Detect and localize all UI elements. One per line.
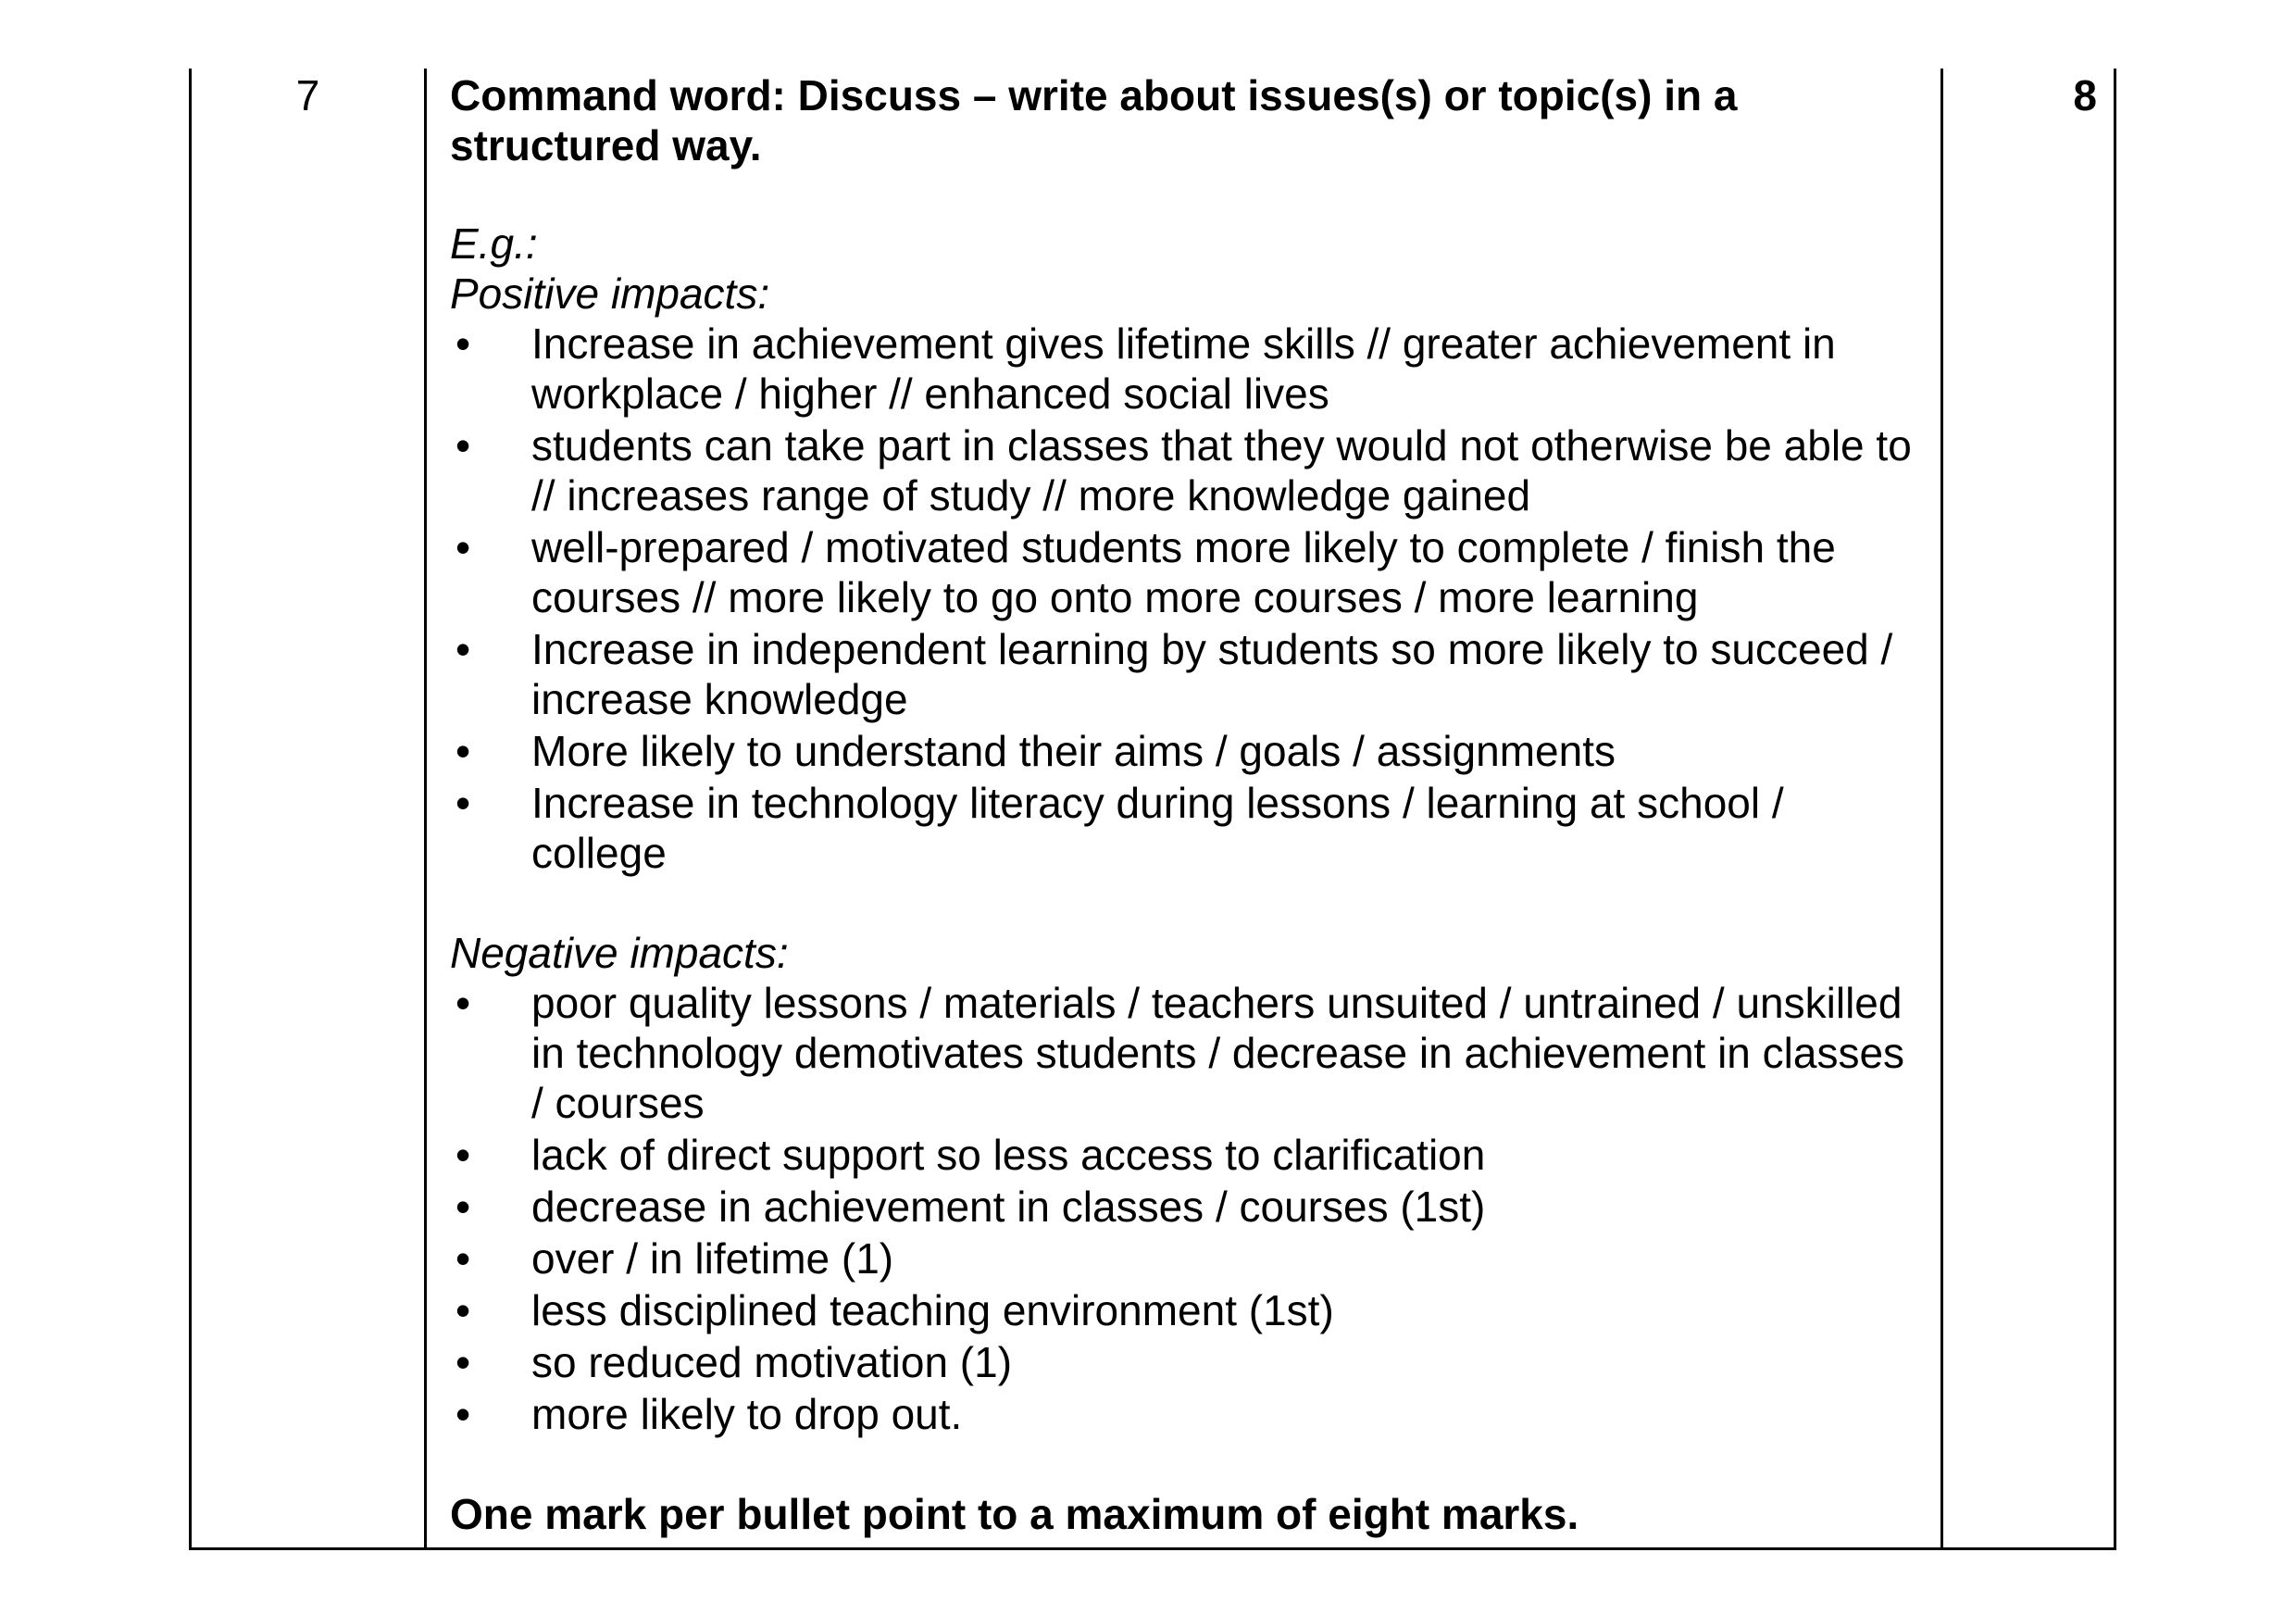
list-item bbox=[450, 778, 1922, 878]
bullet-icon: • bbox=[455, 1338, 471, 1386]
bullet-icon: • bbox=[455, 1390, 471, 1438]
bullet-icon: • bbox=[455, 1131, 471, 1179]
column-divider bbox=[1940, 69, 1943, 1547]
list-item bbox=[450, 522, 1922, 622]
column-divider bbox=[424, 69, 427, 1547]
list-item bbox=[450, 420, 1922, 520]
bullet-icon: • bbox=[455, 1234, 471, 1283]
mark-scheme-table bbox=[189, 69, 2116, 1550]
negative-impacts-heading: Negative impacts: bbox=[450, 929, 789, 977]
bullet-icon: • bbox=[455, 421, 471, 469]
list-item bbox=[450, 1130, 1922, 1180]
list-item-text: less disciplined teaching environment (1st) bbox=[531, 1286, 1334, 1334]
list-item bbox=[450, 1389, 1922, 1439]
bullet-icon: • bbox=[455, 1286, 471, 1334]
list-item-text: Increase in technology literacy during lessons / learning at school / college bbox=[531, 779, 1784, 877]
list-item-text: students can take part in classes that they would not otherwise be able to // increases range of study // more knowledge gained bbox=[531, 421, 1912, 520]
list-item-text: over / in lifetime (1) bbox=[531, 1234, 894, 1283]
positive-impacts-heading: Positive impacts: bbox=[450, 269, 770, 318]
list-item bbox=[450, 319, 1922, 419]
list-item-text: so reduced motivation (1) bbox=[531, 1338, 1013, 1386]
list-item bbox=[450, 978, 1922, 1128]
list-item bbox=[450, 1182, 1922, 1232]
list-item bbox=[450, 1337, 1922, 1387]
spacer bbox=[450, 1441, 1922, 1489]
answer-cell bbox=[450, 70, 1922, 1539]
positive-impacts-list bbox=[450, 319, 1922, 878]
list-item-text: more likely to drop out. bbox=[531, 1390, 963, 1438]
negative-impacts-list bbox=[450, 978, 1922, 1439]
list-item-text: More likely to understand their aims / goals / assignments bbox=[531, 727, 1616, 775]
list-item-text: Increase in independent learning by students so more likely to succeed / increase knowledge bbox=[531, 625, 1893, 723]
bullet-icon: • bbox=[455, 979, 471, 1027]
bullet-icon: • bbox=[455, 625, 471, 673]
bullet-icon: • bbox=[455, 1183, 471, 1231]
spacer bbox=[450, 170, 1922, 219]
list-item-text: poor quality lessons / materials / teachers unsuited / untrained / unskilled in technology demotivates students / decrease in achievement in classes / courses bbox=[531, 979, 1905, 1127]
bullet-icon: • bbox=[455, 523, 471, 571]
marking-guidance: One mark per bullet point to a maximum of eight marks. bbox=[450, 1490, 1579, 1538]
list-item bbox=[450, 726, 1922, 776]
list-item bbox=[450, 1285, 1922, 1335]
marks-value: 8 bbox=[2073, 71, 2097, 119]
list-item-text: lack of direct support so less access to clarification bbox=[531, 1131, 1486, 1179]
list-item bbox=[450, 1233, 1922, 1283]
list-item-text: decrease in achievement in classes / courses (1st) bbox=[531, 1183, 1486, 1231]
bullet-icon: • bbox=[455, 779, 471, 827]
command-word: Command word: Discuss – write about issues(s) or topic(s) in a structured way. bbox=[450, 71, 1738, 169]
spacer bbox=[450, 880, 1922, 928]
bullet-icon: • bbox=[455, 727, 471, 775]
question-number: 7 bbox=[295, 71, 320, 119]
list-item bbox=[450, 624, 1922, 724]
list-item-text: well-prepared / motivated students more likely to complete / finish the courses // more likely to go onto more courses / more learning bbox=[531, 523, 1836, 621]
example-label: E.g.: bbox=[450, 219, 538, 268]
bullet-icon: • bbox=[455, 319, 471, 368]
list-item-text: Increase in achievement gives lifetime skills // greater achievement in workplace / higher // enhanced social lives bbox=[531, 319, 1836, 418]
